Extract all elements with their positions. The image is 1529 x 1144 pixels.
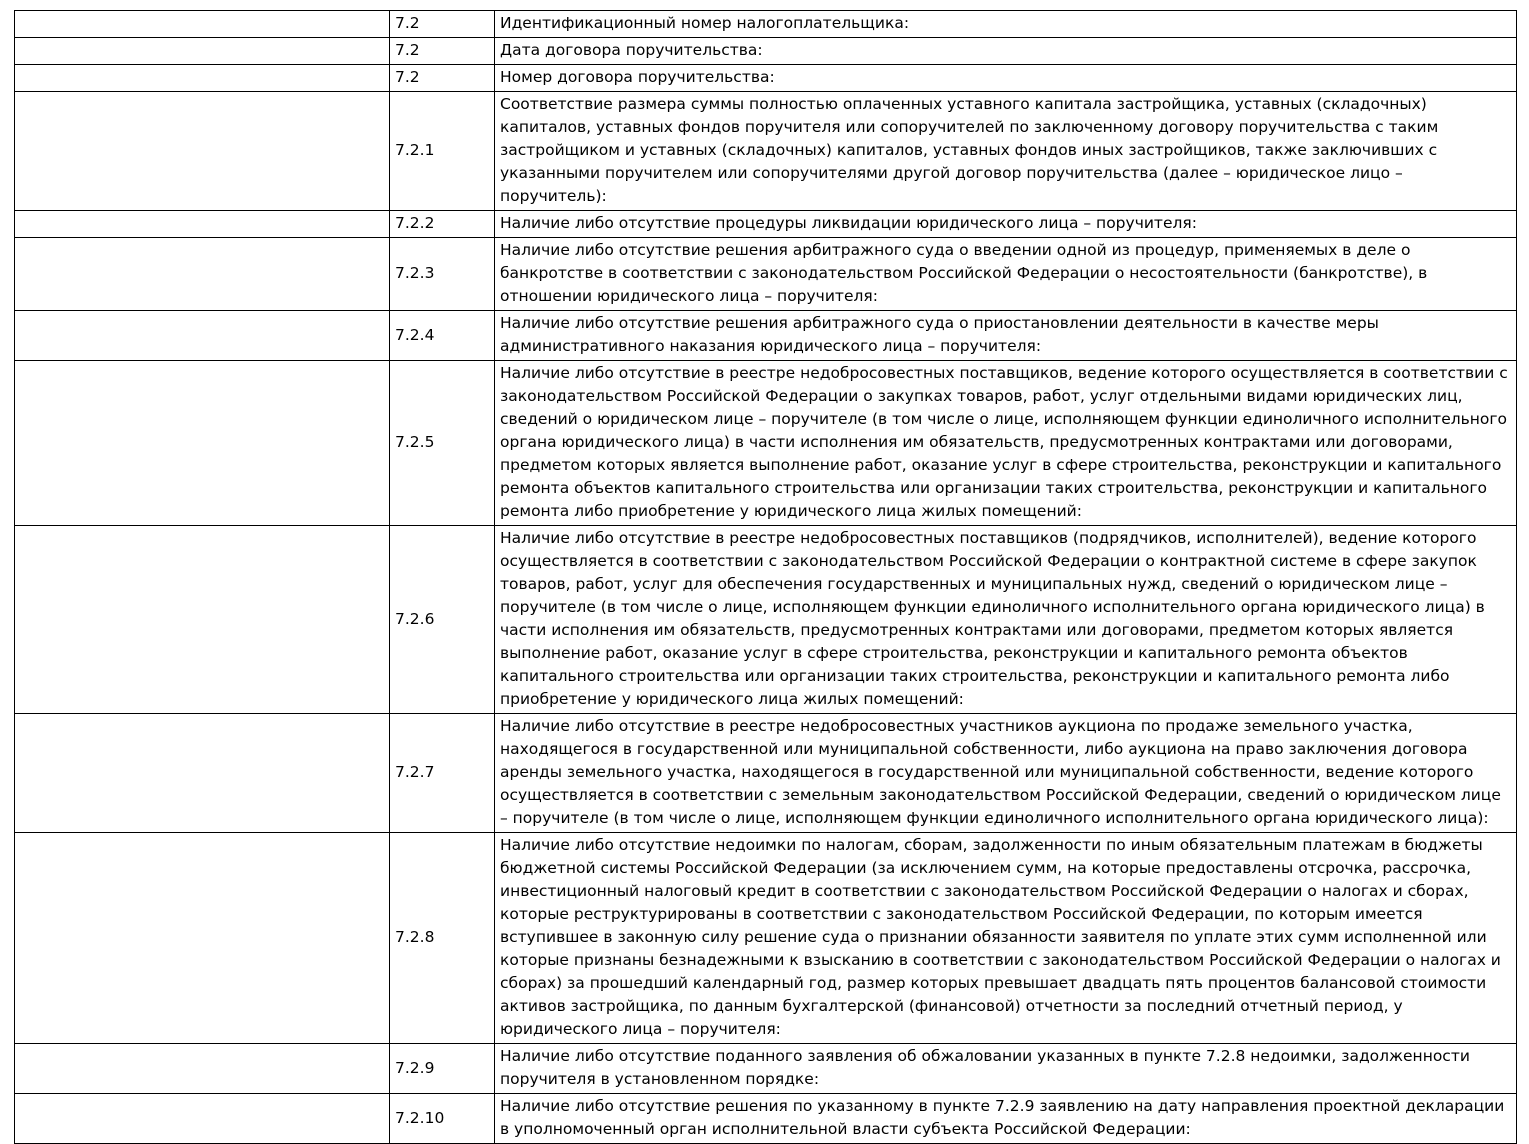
item-number: 7.2.3 [390,238,495,311]
item-description: Идентификационный номер налогоплательщика: [495,11,1517,38]
value-cell [15,311,390,361]
table-row [15,361,1517,526]
item-description: Наличие либо отсутствие в реестре недобросовестных поставщиков, ведение которого осуществляется в соответствии с законодательством Российской Федерации о закупках товаров, работ, услуг отдельными видами юридических лиц, сведений о юридическом лице – поручителе (в том числе о лице, исполняющем функции единоличного исполнительного органа юридического лица) в части исполнения им обязательств, предусмотренных контрактами или договорами, предметом которых является выполнение работ, оказание услуг в сфере строительства, реконструкции и капитального ремонта объектов капитального строительства или организации таких строительства, реконструкции и капитального ремонта либо приобретение у юридического лица жилых помещений: [495,361,1517,526]
value-cell [15,526,390,714]
value-cell [15,65,390,92]
table-row [15,833,1517,1044]
item-description: Наличие либо отсутствие недоимки по налогам, сборам, задолженности по иным обязательным платежам в бюджеты бюджетной системы Российской Федерации (за исключением сумм, на которые предоставлены отсрочка, рассрочка, инвестиционный налоговый кредит в соответствии с законодательством Российской Федерации о налогах и сборах, которые реструктурированы в соответствии с законодательством Российской Федерации, по которым имеется вступившее в законную силу решение суда о признании обязанности заявителя по уплате этих сумм исполненной или которые признаны безнадежными к взысканию в соответствии с законодательством Российской Федерации о налогах и сборах) за прошедший календарный год, размер которых превышает двадцать пять процентов балансовой стоимости активов застройщика, по данным бухгалтерской (финансовой) отчетности за последний отчетный период, у юридического лица – поручителя: [495,833,1517,1044]
item-description: Наличие либо отсутствие решения по указанному в пункте 7.2.9 заявлению на дату направления проектной декларации в уполномоченный орган исполнительной власти субъекта Российской Федерации: [495,1094,1517,1144]
item-number: 7.2.6 [390,526,495,714]
item-number: 7.2.1 [390,92,495,211]
item-description: Соответствие размера суммы полностью оплаченных уставного капитала застройщика, уставных (складочных) капиталов, уставных фондов поручителя или сопоручителей по заключенному договору поручительства с таким застройщиком и уставных (складочных) капиталов, уставных фондов иных застройщиков, также заключивших с указанными поручителем или сопоручителями другой договор поручительства (далее – юридическое лицо – поручитель): [495,92,1517,211]
item-description: Наличие либо отсутствие решения арбитражного суда о введении одной из процедур, применяемых в деле о банкротстве в соответствии с законодательством Российской Федерации о несостоятельности (банкротстве), в отношении юридического лица – поручителя: [495,238,1517,311]
item-description: Наличие либо отсутствие в реестре недобросовестных поставщиков (подрядчиков, исполнителей), ведение которого осуществляется в соответствии с законодательством Российской Федерации о контрактной системе в сфере закупок товаров, работ, услуг для обеспечения государственных и муниципальных нужд, сведений о юридическом лице – поручителе (в том числе о лице, исполняющем функции единоличного исполнительного органа юридического лица) в части исполнения им обязательств, предусмотренных контрактами или договорами, предметом которых является выполнение работ, оказание услуг в сфере строительства, реконструкции и капитального ремонта объектов капитального строительства или организации таких строительства, реконструкции и капитального ремонта либо приобретение у юридического лица жилых помещений: [495,526,1517,714]
item-number: 7.2 [390,65,495,92]
table-row [15,211,1517,238]
value-cell [15,211,390,238]
table-row [15,311,1517,361]
item-number: 7.2 [390,38,495,65]
value-cell [15,714,390,833]
table-row [15,526,1517,714]
declaration-table [14,10,1517,1144]
item-number: 7.2.9 [390,1044,495,1094]
item-description: Номер договора поручительства: [495,65,1517,92]
declaration-table-body [15,11,1517,1144]
value-cell [15,11,390,38]
item-description: Наличие либо отсутствие решения арбитражного суда о приостановлении деятельности в качестве меры административного наказания юридического лица – поручителя: [495,311,1517,361]
item-number: 7.2.8 [390,833,495,1044]
table-row [15,38,1517,65]
item-number: 7.2.2 [390,211,495,238]
item-number: 7.2.7 [390,714,495,833]
value-cell [15,1044,390,1094]
table-row [15,1094,1517,1144]
item-number: 7.2.10 [390,1094,495,1144]
item-description: Наличие либо отсутствие поданного заявления об обжаловании указанных в пункте 7.2.8 недоимки, задолженности поручителя в установленном порядке: [495,1044,1517,1094]
table-row [15,92,1517,211]
value-cell [15,833,390,1044]
item-description: Наличие либо отсутствие процедуры ликвидации юридического лица – поручителя: [495,211,1517,238]
value-cell [15,238,390,311]
table-row [15,11,1517,38]
item-number: 7.2.5 [390,361,495,526]
value-cell [15,92,390,211]
table-row [15,238,1517,311]
value-cell [15,1094,390,1144]
table-row [15,65,1517,92]
item-number: 7.2 [390,11,495,38]
item-description: Дата договора поручительства: [495,38,1517,65]
value-cell [15,361,390,526]
value-cell [15,38,390,65]
item-description: Наличие либо отсутствие в реестре недобросовестных участников аукциона по продаже земельного участка, находящегося в государственной или муниципальной собственности, либо аукциона на право заключения договора аренды земельного участка, находящегося в государственной или муниципальной собственности, ведение которого осуществляется в соответствии с земельным законодательством Российской Федерации, сведений о юридическом лице – поручителе (в том числе о лице, исполняющем функции единоличного исполнительного органа юридического лица): [495,714,1517,833]
item-number: 7.2.4 [390,311,495,361]
table-row [15,1044,1517,1094]
table-row [15,714,1517,833]
